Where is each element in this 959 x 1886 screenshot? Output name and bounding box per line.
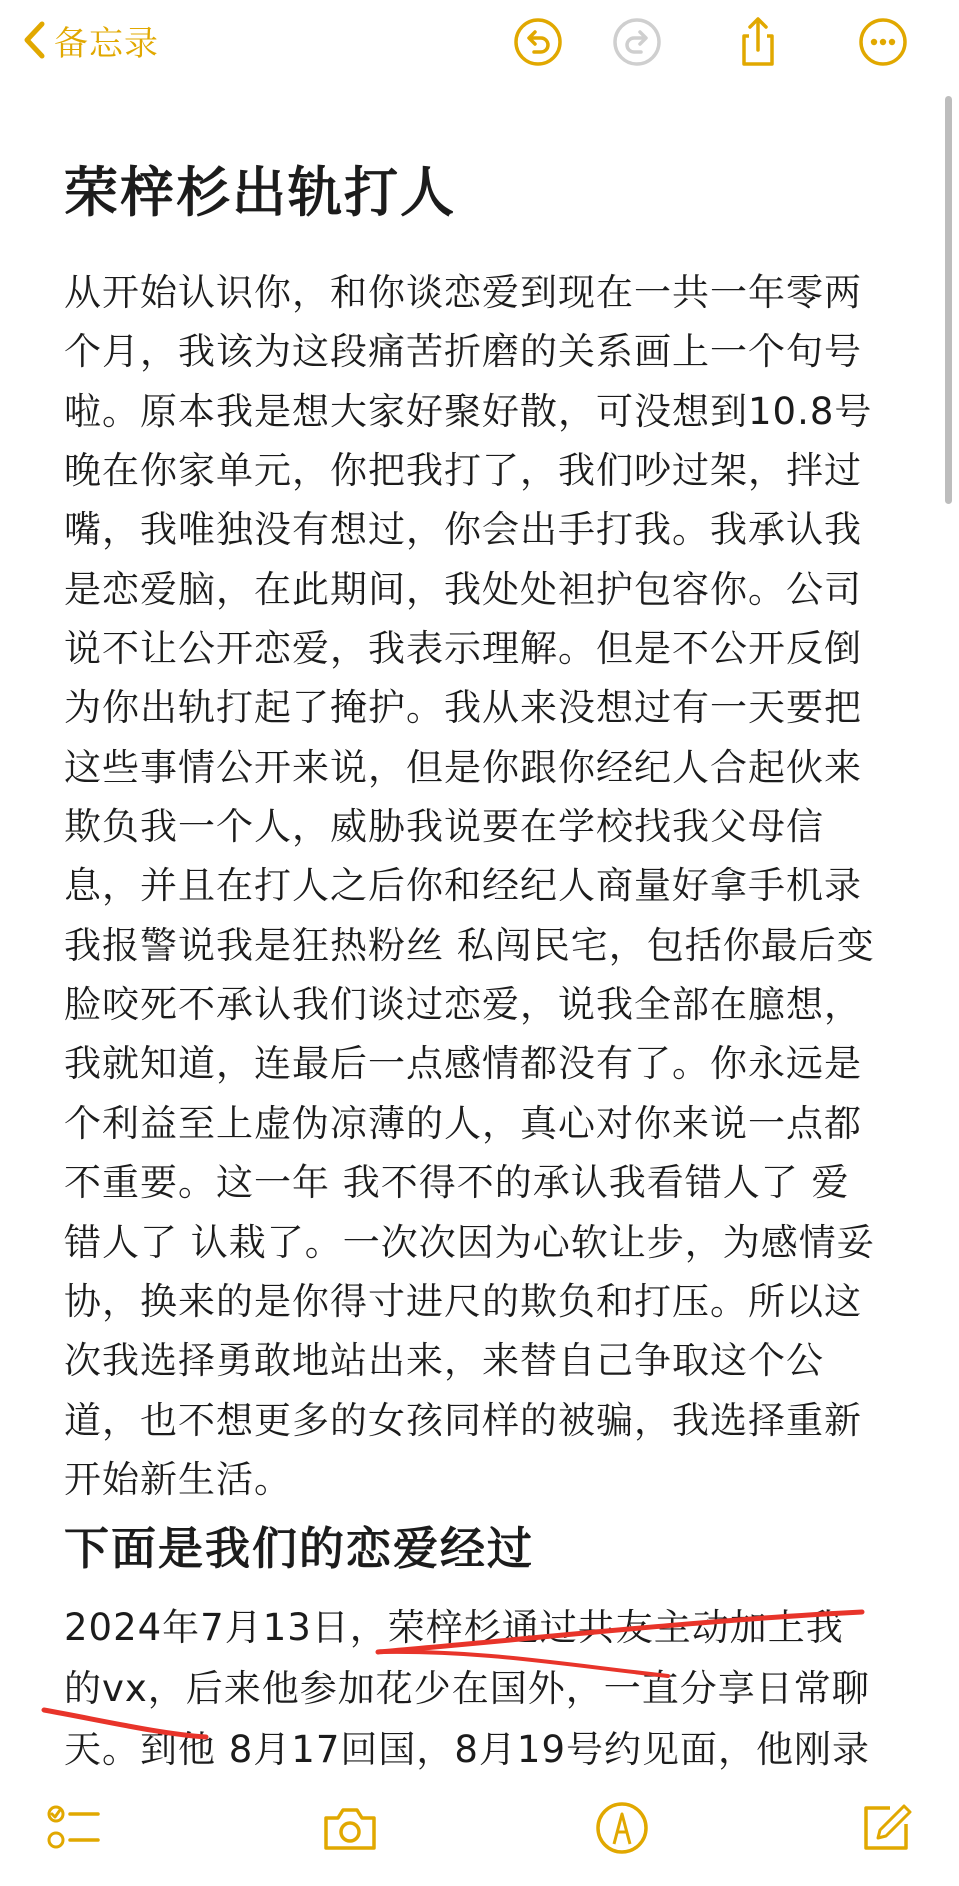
body-text-line: 啦。原本我是想大家好聚好散，可没想到10.8号 — [64, 389, 873, 433]
entry-text-line: 的vx，后来他参加花少在国外，一直分享日常聊 — [64, 1667, 870, 1710]
note-entry[interactable] — [64, 1597, 924, 1780]
more-icon[interactable] — [855, 14, 911, 70]
back-label: 备忘录 — [54, 23, 159, 64]
note-title[interactable]: 荣梓杉出轨打人 — [64, 161, 456, 224]
body-text-line: 这些事情公开来说，但是你跟你经纪人合起伙来 — [64, 745, 862, 789]
body-text-line: 道，也不想更多的女孩同样的被骗，我选择重新 — [64, 1398, 862, 1442]
body-text-line: 我报警说我是狂热粉丝 私闯民宅，包括你最后变 — [64, 923, 875, 967]
body-text-line: 个利益至上虚伪凉薄的人，真心对你来说一点都 — [64, 1101, 862, 1145]
body-text-line: 个月，我该为这段痛苦折磨的关系画上一个句号 — [64, 330, 862, 374]
note-subheading[interactable]: 下面是我们的恋爱经过 — [64, 1522, 535, 1575]
body-text-line: 我就知道，连最后一点感情都没有了。你永远是 — [64, 1042, 862, 1086]
body-text-line: 嘴，我唯独没有想过，你会出手打我。我承认我 — [64, 508, 862, 552]
body-text-line: 为你出轨打起了掩护。我从来没想过有一天要把 — [64, 686, 862, 730]
back-button[interactable] — [22, 14, 159, 66]
undo-icon[interactable] — [510, 14, 566, 70]
markup-icon[interactable] — [592, 1798, 652, 1858]
bottom-toolbar — [0, 1782, 959, 1886]
redo-icon[interactable] — [609, 14, 665, 70]
scrollbar[interactable] — [945, 96, 952, 504]
compose-icon[interactable] — [856, 1798, 916, 1858]
camera-icon[interactable] — [320, 1798, 380, 1858]
checklist-icon[interactable] — [44, 1798, 104, 1858]
body-text-line: 晚在你家单元，你把我打了，我们吵过架，拌过 — [64, 449, 862, 493]
chevron-left-icon — [22, 20, 46, 60]
body-text-line: 次我选择勇敢地站出来，来替自己争取这个公 — [64, 1339, 824, 1383]
body-text-line: 不重要。这一年 我不得不的承认我看错人了 爱 — [64, 1161, 850, 1205]
entry-text-line: 2024年7月13日，荣梓杉通过共友主动加上我 — [64, 1606, 844, 1649]
body-text-line: 从开始认识你，和你谈恋爱到现在一共一年零两 — [64, 271, 862, 314]
note-body[interactable] — [64, 263, 924, 1509]
body-text-line: 错人了 认栽了。一次次因为心软让步，为感情妥 — [64, 1220, 875, 1264]
share-icon[interactable] — [730, 14, 786, 70]
body-text-line: 协，换来的是你得寸进尺的欺负和打压。所以这 — [64, 1279, 862, 1323]
body-text-line: 开始新生活。 — [64, 1457, 292, 1501]
body-text-line: 是恋爱脑，在此期间，我处处袒护包容你。公司 — [64, 567, 862, 611]
body-text-line: 脸咬死不承认我们谈过恋爱，说我全部在臆想， — [64, 983, 862, 1027]
body-text-line: 欺负我一个人，威胁我说要在学校找我父母信 — [64, 805, 824, 849]
entry-text-line: 天。到他 8月17回国，8月19号约见面，他刚录 — [64, 1728, 871, 1771]
top-toolbar — [0, 0, 959, 90]
body-text-line: 说不让公开恋爱，我表示理解。但是不公开反倒 — [64, 627, 862, 671]
body-text-line: 息，并且在打人之后你和经纪人商量好拿手机录 — [64, 864, 862, 908]
